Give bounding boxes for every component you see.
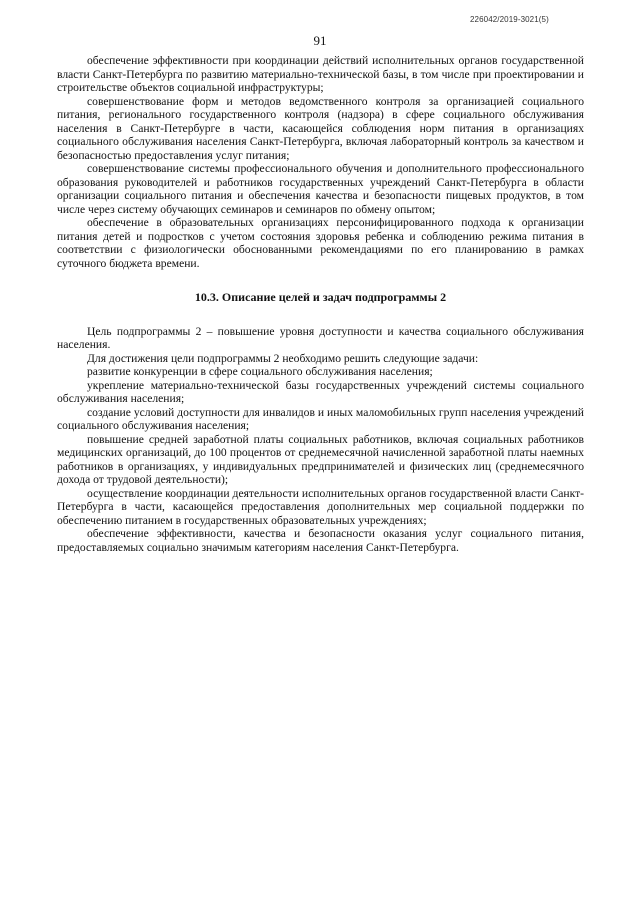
paragraph: обеспечение в образовательных организациях персонифицированного подхода к организации питания детей и подростков с учетом состояния здоровья ребенка и соблюдению режима питания в соответствии с физиологически обоснованными рекомендациями по его планированию в рамках суточного бюджета времени. (57, 216, 584, 270)
paragraph: осуществление координации деятельности исполнительных органов государственной власти Санкт-Петербурга в части, касающейся предоставления дополнительных мер социальной поддержки по обеспечению питанием в государственных образовательных учреждениях; (57, 486, 584, 527)
paragraph: укрепление материально-технической базы государственных учреждений системы социального обслуживания населения; (57, 378, 584, 405)
document-body (57, 54, 584, 554)
paragraph: совершенствование форм и методов ведомственного контроля за организацией социального питания, регионального государственного контроля (надзора) в сфере социального обслуживания населения в Санкт-Петербурге в части, касающейся соблюдения норм питания в организациях социального обслуживания населения Санкт-Петербурга, включая лабораторный контроль за качеством и безопасностью предоставления услуг питания; (57, 94, 584, 162)
section-heading: 10.3. Описание целей и задач подпрограммы 2 (194, 290, 447, 304)
paragraph: Для достижения цели подпрограммы 2 необходимо решить следующие задачи: (87, 351, 479, 365)
paragraph: обеспечение эффективности, качества и безопасности оказания услуг социального питания, предоставляемых социально значимым категориям населения Санкт-Петербурга. (57, 527, 584, 554)
document-id: 226042/2019-3021(5) (470, 15, 549, 24)
page-number: 91 (313, 33, 327, 48)
paragraph: Цель подпрограммы 2 – повышение уровня доступности и качества социального обслуживания населения. (57, 324, 584, 351)
paragraph: совершенствование системы профессионального обучения и дополнительного профессионального образования руководителей и работников государственных учреждений Санкт-Петербурга в области организации социального питания и обеспечения качества и безопасности пищевых продуктов, в том числе через систему обучающих семинаров и семинаров по обмену опытом; (57, 162, 584, 216)
paragraph: развитие конкуренции в сфере социального обслуживания населения; (87, 365, 433, 378)
paragraph: создание условий доступности для инвалидов и иных маломобильных групп населения учреждений социального обслуживания населения; (57, 405, 584, 432)
paragraph: повышение средней заработной платы социальных работников, включая социальных работников медицинских организаций, до 100 процентов от среднемесячной начисленной заработной платы наемных работников в организациях, у индивидуальных предпринимателей и физических лиц (среднемесячного дохода от трудовой деятельности); (57, 432, 584, 486)
paragraph: обеспечение эффективности при координации действий исполнительных органов государственной власти Санкт-Петербурга по развитию материально-технической базы, в том числе при проектировании и строительстве объектов социальной инфраструктуры; (57, 54, 584, 94)
